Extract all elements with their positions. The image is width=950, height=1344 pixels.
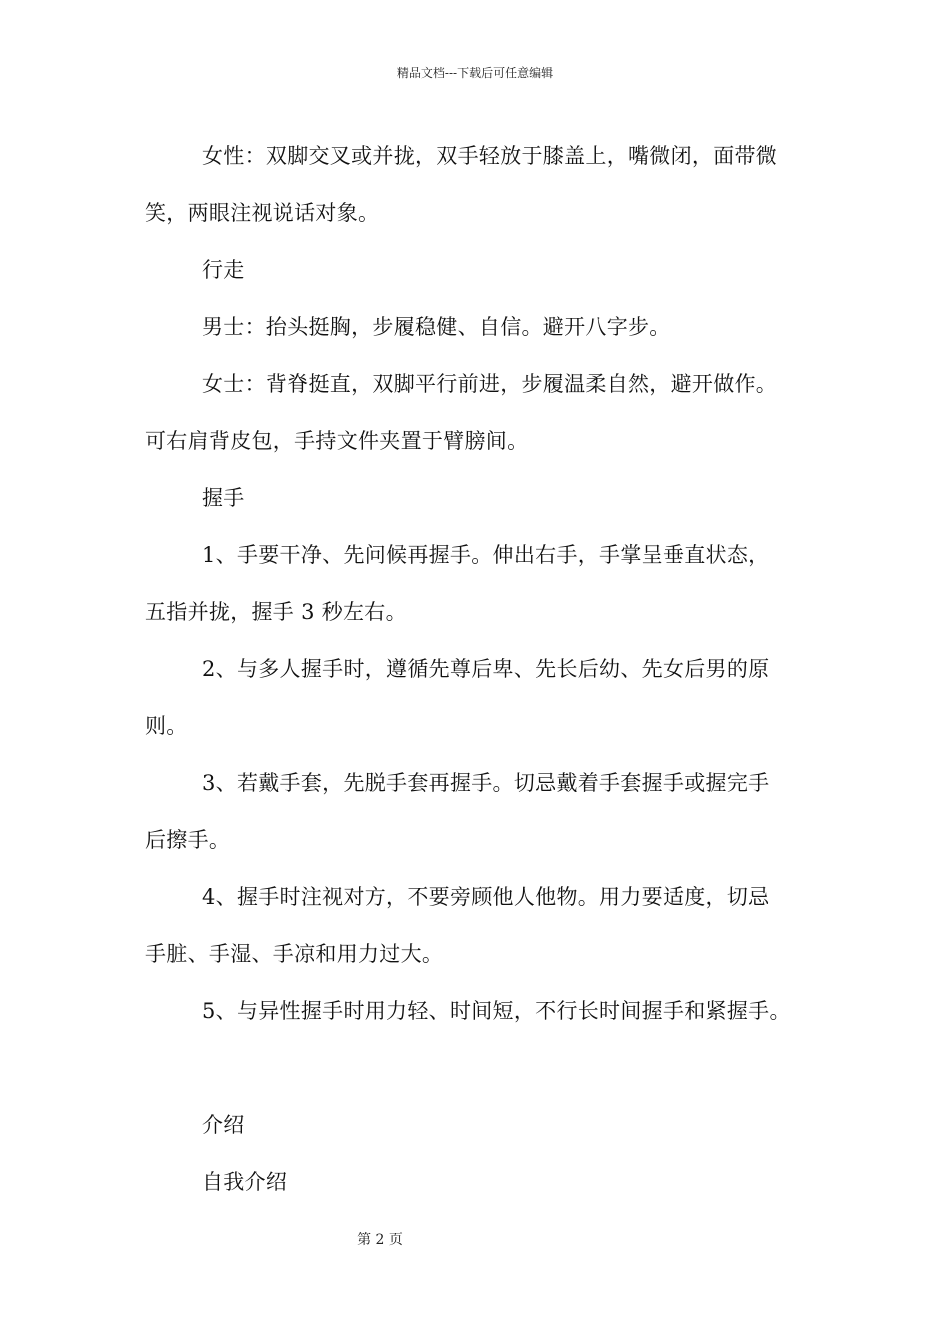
text-line: 4、握手时注视对方，不要旁顾他人他物。用力要适度，切忌 bbox=[202, 885, 770, 909]
text-line: 2、与多人握手时，遵循先尊后卑、先长后幼、先女后男的原 bbox=[202, 657, 770, 681]
page-header: 精品文档---下载后可任意编辑 bbox=[396, 66, 554, 80]
text-line: 手脏、手湿、手凉和用力过大。 bbox=[145, 942, 444, 966]
text-line: 女士：背脊挺直，双脚平行前进，步履温柔自然，避开做作。 bbox=[202, 372, 778, 396]
text-line: 则。 bbox=[145, 714, 188, 738]
section-heading: 介绍 bbox=[202, 1113, 245, 1137]
text-line: 3、若戴手套，先脱手套再握手。切忌戴着手套握手或握完手 bbox=[202, 771, 770, 795]
text-line: 后擦手。 bbox=[145, 828, 231, 852]
section-heading: 行走 bbox=[202, 258, 245, 282]
text-line: 男士：抬头挺胸，步履稳健、自信。避开八字步。 bbox=[202, 315, 671, 339]
section-heading: 自我介绍 bbox=[202, 1170, 288, 1194]
text-line: 1、手要干净、先问候再握手。伸出右手，手掌呈垂直状态， bbox=[202, 543, 770, 567]
section-heading: 握手 bbox=[202, 486, 245, 510]
text-line: 可右肩背皮包，手持文件夹置于臂膀间。 bbox=[145, 429, 529, 453]
page-number: 第 2 页 bbox=[357, 1232, 403, 1248]
text-line: 五指并拢，握手 3 秒左右。 bbox=[145, 600, 407, 624]
text-line: 5、与异性握手时用力轻、时间短，不行长时间握手和紧握手。 bbox=[202, 999, 791, 1023]
text-line: 笑，两眼注视说话对象。 bbox=[145, 201, 380, 225]
text-line: 女性：双脚交叉或并拢，双手轻放于膝盖上，嘴微闭，面带微 bbox=[202, 144, 778, 168]
